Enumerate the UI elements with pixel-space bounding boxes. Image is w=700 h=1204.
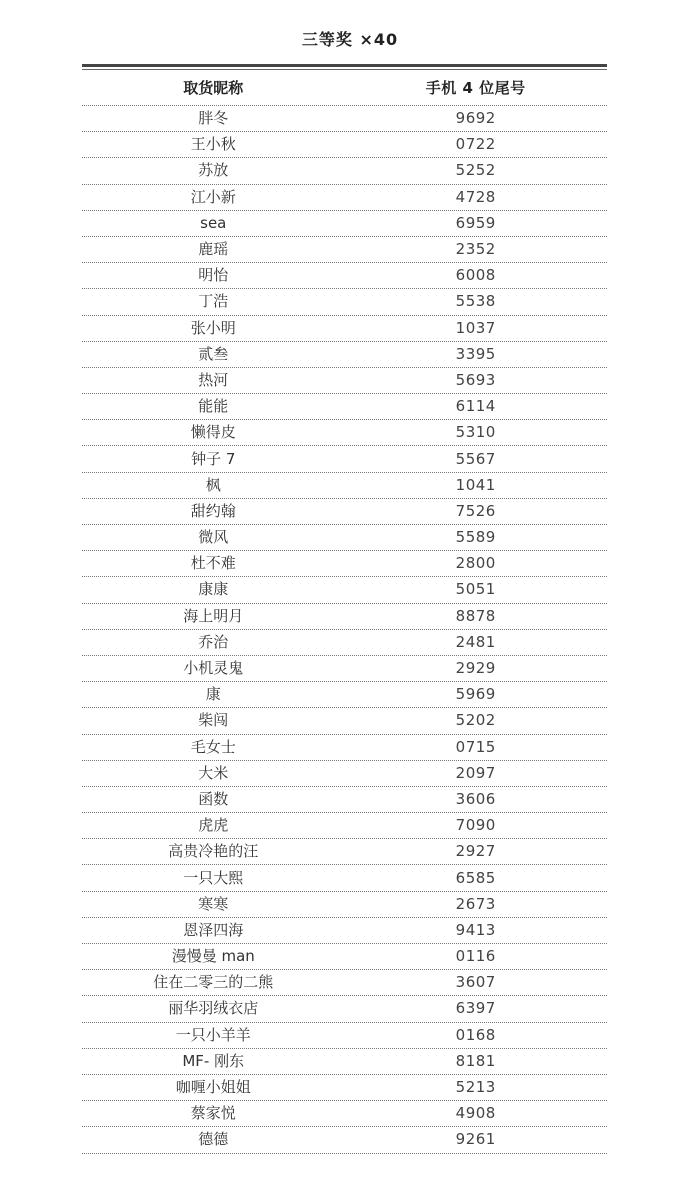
cell-nickname: 一只大熙 xyxy=(183,868,244,887)
table-row xyxy=(82,787,607,813)
column-header-name: 取货昵称 xyxy=(183,79,244,97)
table-row xyxy=(82,630,607,656)
cell-phone-last4: 5051 xyxy=(455,580,496,599)
cell-nickname: 函数 xyxy=(198,789,229,808)
cell-phone-last4: 3606 xyxy=(455,789,496,808)
table-row xyxy=(82,1101,607,1127)
cell-phone-last4: 6585 xyxy=(455,868,496,887)
cell-phone-last4: 5213 xyxy=(455,1078,496,1097)
table-row xyxy=(82,237,607,263)
cell-phone-last4: 5202 xyxy=(455,711,496,730)
cell-nickname: 胖冬 xyxy=(198,109,229,128)
cell-nickname: 江小新 xyxy=(190,187,236,206)
table-row xyxy=(82,525,607,551)
table-row xyxy=(82,813,607,839)
cell-phone-last4: 2352 xyxy=(455,240,496,259)
cell-nickname: 康康 xyxy=(198,580,229,599)
table-row xyxy=(82,708,607,734)
cell-phone-last4: 2673 xyxy=(455,894,496,913)
cell-nickname: 丽华羽绒衣店 xyxy=(168,999,259,1018)
table-row xyxy=(82,1049,607,1075)
table-row xyxy=(82,185,607,211)
cell-phone-last4: 0715 xyxy=(455,737,496,756)
cell-nickname: 蔡家悦 xyxy=(190,1104,236,1123)
cell-nickname: 咖喱小姐姐 xyxy=(175,1078,251,1097)
cell-nickname: 鹿瑶 xyxy=(198,240,229,259)
column-header-phone: 手机 4 位尾号 xyxy=(425,79,526,97)
cell-phone-last4: 8181 xyxy=(455,1051,496,1070)
cell-phone-last4: 2927 xyxy=(455,842,496,861)
cell-nickname: 柴闯 xyxy=(198,711,229,730)
cell-phone-last4: 9692 xyxy=(455,109,496,128)
cell-phone-last4: 0722 xyxy=(455,135,496,154)
cell-nickname: sea xyxy=(200,213,227,232)
cell-nickname: 虎虎 xyxy=(198,816,229,835)
cell-phone-last4: 4728 xyxy=(455,187,496,206)
table-row xyxy=(82,316,607,342)
table-body xyxy=(82,106,607,1154)
cell-nickname: 康 xyxy=(205,685,221,704)
cell-phone-last4: 1041 xyxy=(455,475,496,494)
table-row xyxy=(82,944,607,970)
table-row xyxy=(82,761,607,787)
cell-phone-last4: 2481 xyxy=(455,632,496,651)
table-row xyxy=(82,446,607,472)
table-row xyxy=(82,342,607,368)
table-row xyxy=(82,420,607,446)
cell-phone-last4: 6114 xyxy=(455,397,496,416)
cell-nickname: 漫慢曼 man xyxy=(171,947,255,966)
cell-phone-last4: 3395 xyxy=(455,344,496,363)
table-row xyxy=(82,577,607,603)
table-row xyxy=(82,865,607,891)
table-row xyxy=(82,132,607,158)
table-row xyxy=(82,1127,607,1153)
cell-nickname: 苏放 xyxy=(198,161,229,180)
winners-table xyxy=(82,72,607,1154)
cell-nickname: 寒寒 xyxy=(198,894,229,913)
page-title: 三等奖 ×40 xyxy=(301,30,399,49)
table-row xyxy=(82,1023,607,1049)
cell-phone-last4: 5969 xyxy=(455,685,496,704)
cell-phone-last4: 9261 xyxy=(455,1130,496,1149)
cell-phone-last4: 4908 xyxy=(455,1104,496,1123)
cell-nickname: 小机灵鬼 xyxy=(183,659,244,678)
table-row xyxy=(82,263,607,289)
cell-phone-last4: 6959 xyxy=(455,213,496,232)
table-row xyxy=(82,106,607,132)
table-row xyxy=(82,499,607,525)
cell-phone-last4: 0116 xyxy=(455,947,496,966)
table-top-rule xyxy=(82,64,607,67)
cell-nickname: 贰叁 xyxy=(198,344,229,363)
cell-nickname: 张小明 xyxy=(190,318,236,337)
table-row xyxy=(82,394,607,420)
cell-nickname: 枫 xyxy=(205,475,221,494)
table-row xyxy=(82,839,607,865)
cell-phone-last4: 5567 xyxy=(455,449,496,468)
cell-nickname: 能能 xyxy=(198,397,229,416)
cell-phone-last4: 0168 xyxy=(455,1025,496,1044)
table-row xyxy=(82,604,607,630)
cell-nickname: 丁浩 xyxy=(198,292,229,311)
cell-nickname: 懒得皮 xyxy=(190,423,236,442)
cell-nickname: 杜不难 xyxy=(190,554,236,573)
cell-nickname: 高贵冷艳的汪 xyxy=(168,842,259,861)
table-row xyxy=(82,996,607,1022)
cell-nickname: 乔治 xyxy=(198,632,229,651)
cell-nickname: 大米 xyxy=(198,763,229,782)
table-row xyxy=(82,682,607,708)
cell-phone-last4: 5693 xyxy=(455,370,496,389)
cell-nickname: 微风 xyxy=(198,528,229,547)
cell-phone-last4: 8878 xyxy=(455,606,496,625)
cell-phone-last4: 1037 xyxy=(455,318,496,337)
cell-nickname: MF- 刚东 xyxy=(182,1051,245,1070)
table-row xyxy=(82,1075,607,1101)
cell-phone-last4: 7526 xyxy=(455,501,496,520)
table-row xyxy=(82,656,607,682)
cell-phone-last4: 7090 xyxy=(455,816,496,835)
cell-phone-last4: 2097 xyxy=(455,763,496,782)
cell-phone-last4: 5538 xyxy=(455,292,496,311)
cell-nickname: 一只小羊羊 xyxy=(175,1025,251,1044)
cell-nickname: 毛女士 xyxy=(190,737,236,756)
cell-phone-last4: 2800 xyxy=(455,554,496,573)
cell-nickname: 恩泽四海 xyxy=(183,920,244,939)
table-header-row xyxy=(82,72,607,106)
table-row xyxy=(82,473,607,499)
table-row xyxy=(82,211,607,237)
cell-phone-last4: 5589 xyxy=(455,528,496,547)
cell-phone-last4: 2929 xyxy=(455,659,496,678)
cell-nickname: 王小秋 xyxy=(190,135,236,154)
table-row xyxy=(82,289,607,315)
cell-nickname: 热河 xyxy=(198,370,229,389)
cell-nickname: 德德 xyxy=(198,1130,229,1149)
cell-nickname: 钟子 7 xyxy=(191,449,236,468)
table-top-rule-thin xyxy=(82,69,607,70)
cell-phone-last4: 9413 xyxy=(455,920,496,939)
cell-phone-last4: 6008 xyxy=(455,266,496,285)
table-row xyxy=(82,892,607,918)
cell-nickname: 明怡 xyxy=(198,266,229,285)
cell-phone-last4: 5252 xyxy=(455,161,496,180)
cell-nickname: 住在二零三的二熊 xyxy=(153,973,274,992)
table-row xyxy=(82,158,607,184)
cell-phone-last4: 6397 xyxy=(455,999,496,1018)
table-row xyxy=(82,970,607,996)
cell-phone-last4: 5310 xyxy=(455,423,496,442)
cell-phone-last4: 3607 xyxy=(455,973,496,992)
table-row xyxy=(82,735,607,761)
table-row xyxy=(82,368,607,394)
table-row xyxy=(82,551,607,577)
cell-nickname: 甜约翰 xyxy=(190,501,236,520)
cell-nickname: 海上明月 xyxy=(183,606,244,625)
table-row xyxy=(82,918,607,944)
